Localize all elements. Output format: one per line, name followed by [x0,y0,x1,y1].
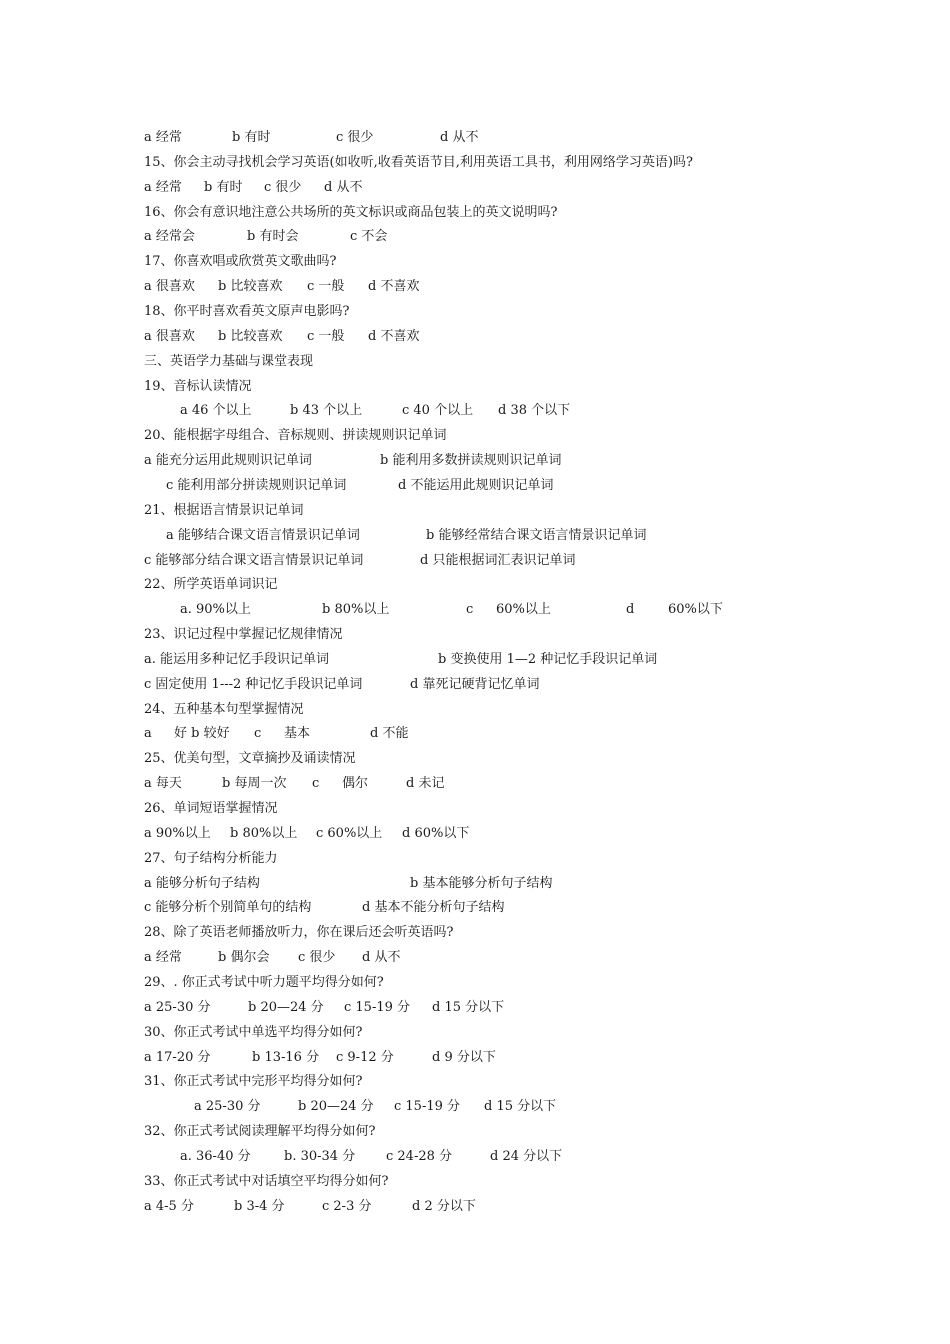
answer-option: c 15-19 分 [344,999,411,1015]
answer-option: b. 30-34 分 [284,1148,356,1164]
answer-option: a 经常 [144,179,182,195]
question-text: 31、你正式考试中完形平均得分如何? [144,1074,363,1090]
answer-option: a 46 个以上 [180,403,252,419]
answer-option: c 固定使用 1---2 种记忆手段识记单词 [144,676,363,692]
question-text: 19、音标认读情况 [144,378,252,394]
answer-option: 基本 [284,726,311,742]
question-text: 29、. 你正式考试中听力题平均得分如何? [144,974,384,990]
answer-option: a 17-20 分 [144,1049,211,1065]
answer-option: c 一般 [307,328,345,344]
answer-option: a 经常 [144,950,182,966]
question-text: 27、句子结构分析能力 [144,850,278,866]
answer-option: d 24 分以下 [490,1148,563,1164]
answer-option: c [254,726,262,742]
answer-option: d 不喜欢 [368,279,420,295]
answer-option: 偶尔 [342,776,369,792]
answer-option: a. 36-40 分 [180,1148,251,1164]
answer-option: b 20—24 分 [248,999,324,1015]
answer-option: a 很喜欢 [144,279,195,295]
answer-option: d 从不 [324,179,363,195]
answer-option: c 15-19 分 [394,1099,461,1115]
answer-option: b 3-4 分 [234,1198,285,1214]
answer-option: b 20—24 分 [298,1099,374,1115]
answer-option: b 变换使用 1—2 种记忆手段识记单词 [438,651,658,667]
answer-option: c 很少 [264,179,302,195]
answer-option: c 60%以上 [316,825,383,841]
answer-option: c 2-3 分 [322,1198,372,1214]
answer-option: a. 能运用多种记忆手段识记单词 [144,651,330,667]
answer-option: a 经常会 [144,229,195,245]
answer-option: a. 90%以上 [180,602,251,618]
question-text: 24、五种基本句型掌握情况 [144,701,304,717]
answer-option: b 能利用多数拼读规则识记单词 [380,453,562,469]
question-text: 30、你正式考试中单选平均得分如何? [144,1024,363,1040]
answer-option: b 43 个以上 [290,403,363,419]
question-text: 18、你平时喜欢看英文原声电影吗? [144,304,350,319]
answer-option: d 从不 [362,950,401,966]
answer-option: 60%以下 [668,602,723,618]
answer-option: a 25-30 分 [144,999,211,1015]
answer-option: d 60%以下 [402,825,470,841]
question-text: 32、你正式考试阅读理解平均得分如何? [144,1124,376,1139]
answer-option: c 很少 [336,130,374,145]
answer-option: d 只能根据词汇表识记单词 [420,552,576,568]
answer-option: c 40 个以上 [402,403,474,419]
answer-option: c 9-12 分 [336,1049,394,1065]
answer-option: 好 b 较好 [174,726,230,742]
question-text: 17、你喜欢唱或欣赏英文歌曲吗? [144,254,337,270]
answer-option: c 能够部分结合课文语言情景识记单词 [144,552,364,568]
question-text: 26、单词短语掌握情况 [144,801,278,816]
question-text: 33、你正式考试中对话填空平均得分如何? [144,1173,389,1189]
answer-option: d 靠死记硬背记忆单词 [410,676,540,692]
answer-option: b 每周一次 [222,776,287,792]
answer-option: a [144,726,152,742]
answer-option: c 很少 [298,950,336,966]
answer-option: c 一般 [307,279,345,295]
answer-option: a 每天 [144,776,182,792]
answer-option: b 能够经常结合课文语言情景识记单词 [426,527,647,543]
answer-option: d 不能 [370,726,409,742]
answer-option: c [312,776,320,792]
answer-option: d 不喜欢 [368,328,420,344]
answer-option: d 从不 [440,130,479,145]
answer-option: d 15 分以下 [484,1099,557,1115]
answer-option: a 能够结合课文语言情景识记单词 [166,527,360,543]
answer-option: d 2 分以下 [412,1198,476,1214]
answer-option: b 80%以上 [322,602,390,618]
answer-option: c 不会 [350,229,388,245]
answer-option: b 比较喜欢 [218,279,283,295]
answer-option: 60%以上 [496,602,551,618]
answer-option: d 未记 [406,776,445,792]
answer-option: a 4-5 分 [144,1198,194,1214]
answer-option: a 能够分析句子结构 [144,875,260,891]
answer-option: b 比较喜欢 [218,328,283,344]
answer-option: b 基本能够分析句子结构 [410,875,553,891]
question-text: 15、你会主动寻找机会学习英语(如收听,收看英语节目,利用英语工具书，利用网络学习英语)吗? [144,154,693,170]
answer-option: b 80%以上 [230,825,298,841]
question-text: 28、除了英语老师播放听力，你在课后还会听英语吗? [144,925,454,941]
question-text: 22、所学英语单词识记 [144,577,278,593]
answer-option: c 能够分析个别简单句的结构 [144,900,312,916]
answer-option: d 38 个以下 [498,403,571,419]
answer-option: a 能充分运用此规则识记单词 [144,453,312,469]
answer-option: d 9 分以下 [432,1049,496,1065]
answer-option: b 偶尔会 [218,950,270,966]
answer-option: a 经常 [144,130,182,145]
answer-option: a 90%以上 [144,825,211,841]
answer-option: c 24-28 分 [386,1148,453,1164]
question-text: 20、能根据字母组合、音标规则、拼读规则识记单词 [144,428,447,444]
question-text: 23、识记过程中掌握记忆规律情况 [144,627,343,642]
section-heading: 三、英语学力基础与课堂表现 [144,353,314,369]
answer-option: d 15 分以下 [432,999,505,1015]
answer-option: a 25-30 分 [194,1099,261,1115]
answer-option: d 基本不能分析句子结构 [362,900,505,916]
answer-option: c 能利用部分拼读规则识记单词 [166,477,347,493]
question-text: 16、你会有意识地注意公共场所的英文标识或商品包装上的英文说明吗? [144,204,558,220]
answer-option: d [626,602,635,618]
answer-option: d 不能运用此规则识记单词 [398,477,554,493]
answer-option: c [466,602,474,618]
answer-option: b 有时会 [247,229,299,245]
answer-option: b 13-16 分 [252,1049,320,1065]
question-text: 21、根据语言情景识记单词 [144,502,304,518]
question-text: 25、优美句型，文章摘抄及诵读情况 [144,751,356,767]
answer-option: a 很喜欢 [144,328,195,344]
answer-option: b 有时 [232,130,271,145]
answer-option: b 有时 [204,179,243,195]
